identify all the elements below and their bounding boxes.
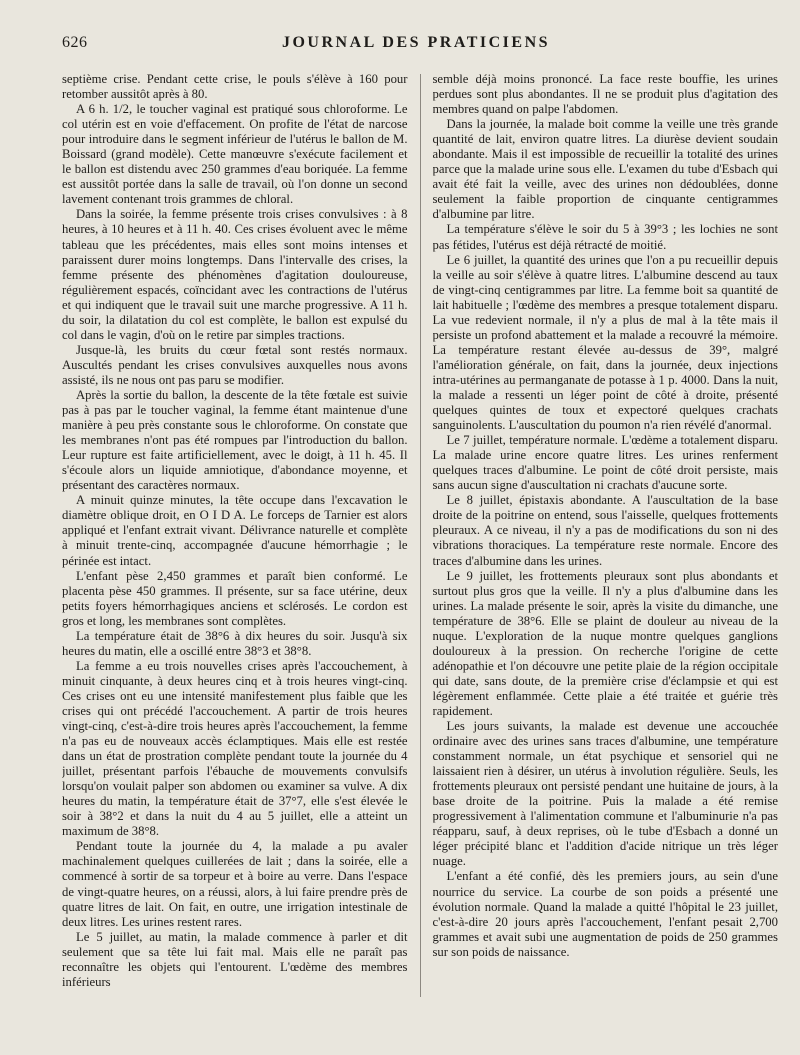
paragraph: Le 5 juillet, au matin, la malade commence à parler et dit seulement que sa tête lui fait mal. Mais elle ne paraît pas reconnaître les objets qui l'entourent. L'œdème des membres inférieurs [62,929,408,989]
paragraph: semble déjà moins prononcé. La face reste bouffie, les urines perdues sont plus abondantes. Il ne se produit plus d'agitation des membres quand on palpe l'abdomen. [432,72,778,117]
paragraph: Les jours suivants, la malade est devenue une accouchée ordinaire avec des urines sans traces d'albumine, une température constamment normale, un état psychique et sensoriel qui ne laissaient rien à désirer, un utérus à involution régulière. Seuls, les frottements pleuraux ont persisté pendant une huitaine de jours, à la base droite de la poitrine. Puis la malade a été remise progressivement à l'alimentation commune et l'albuminurie n'a pas réapparu, sauf, à deux reprises, où le tube d'Esbach a donné un léger précipité blanc et l'addition d'acide nitrique un très léger nuage. [432,719,778,869]
right-column [433,72,779,1037]
left-column [62,72,408,1037]
paragraph: L'enfant a été confié, dès les premiers jours, au sein d'une nourrice du service. La courbe de son poids a présenté une évolution normale. Quand la malade a quitté l'hôpital le 23 juillet, c'est-à-dire 20 jours après l'accouchement, l'enfant pesait 2,700 grammes et avait subi une augmentation de poids de 250 grammes sur son poids de naissance. [432,869,778,959]
paragraph: Jusque-là, les bruits du cœur fœtal sont restés normaux. Auscultés pendant les crises convulsives auxquelles nous avons assisté, ils ne nous ont pas paru se modifier. [62,342,408,387]
paragraph: Dans la journée, la malade boit comme la veille une très grande quantité de lait, environ quatre litres. La diurèse devient soudain abondante. Mais il est impossible de recueillir la totalité des urines parce que la malade urine sous elle. L'examen du tube d'Esbach qui avait été fait la veille, avec des urines non dédoublées, donne seulement la faible proportion de cinquante centigrammes d'albumine par litre. [432,117,778,222]
paragraph: La femme a eu trois nouvelles crises après l'accouchement, à minuit cinquante, à deux heures cinq et à trois heures vingt-cinq. Ces crises ont eu une intensité manifestement plus faible que les crises qui ont précédé l'accouchement. A partir de trois heures vingt-cinq, c'est-à-dire trois heures après l'accouchement, la femme n'a pas eu de nouveaux accès éclamptiques. Mais elle est restée dans un état de prostration complète pendant toute la journée du 4 juillet, présentant parfois l'ébauche de mouvements convulsifs lorsqu'on voulait palper son abdomen ou examiner sa vulve. A dix heures du matin, la température était de 37°7, elle s'est élevée le soir à 38°2 et dans la nuit du 4 au 5 juillet, elle a atteint un maximum de 38°8. [62,658,408,839]
page-header [62,34,770,56]
journal-title: JOURNAL DES PRATICIENS [281,34,551,51]
paragraph: A minuit quinze minutes, la tête occupe dans l'excavation le diamètre oblique droit, en O I D A. Le forceps de Tarnier est alors appliqué et l'enfant extrait vivant. Délivrance naturelle et complète à minuit trente-cinq, accompagnée d'aucune hémorrhagie ; le périnée est intact. [62,493,408,568]
page-number: 626 [62,34,88,51]
paragraph: Le 9 juillet, les frottements pleuraux sont plus abondants et surtout plus gros que la veille. Il n'y a plus d'albumine dans les urines. La malade présente le soir, après la visite du dimanche, une température de 38°6. Elle se plaint de douleur au niveau de la nuque. L'exploration de la nuque montre quelques ganglions douloureux à la pression. On recherche l'origine de cette adénopathie et l'on découvre une petite plaie de la région occipitale qui date, sans doute, de la première crise d'éclampsie et qui est légèrement enflammée. Cette plaie a été traitée et guérie très rapidement. [432,568,778,718]
paragraph: La température s'élève le soir du 5 à 39°3 ; les lochies ne sont pas fétides, l'utérus est déjà rétracté de moitié. [432,222,778,252]
column-divider [420,74,421,997]
paragraph: La température était de 38°6 à dix heures du soir. Jusqu'à six heures du matin, elle a oscillé entre 38°3 et 38°8. [62,628,408,658]
paragraph: L'enfant pèse 2,450 grammes et paraît bien conformé. Le placenta pèse 450 grammes. Il présente, sur sa face utérine, deux petits foyers hémorrhagiques anciens et sclérosés. Le cordon est gros et long, les membranes sont complètes. [62,568,408,628]
paragraph: Le 8 juillet, épistaxis abondante. A l'auscultation de la base droite de la poitrine on entend, sous l'aisselle, quelques frottements pleuraux. A ce niveau, il n'y a pas de modifications du son ni des vibrations thoraciques. La température reste normale. Encore des traces d'albumine dans les urines. [432,493,778,568]
paragraph: Pendant toute la journée du 4, la malade a pu avaler machinalement quelques cuillerées de lait ; dans la soirée, elle a commencé à sortir de sa torpeur et à boire au verre. Dans l'espace de vingt-quatre heures, on a réussi, alors, à lui faire prendre près de quatre litres de lait. On fait, en outre, une irrigation intestinale de deux litres. Les urines restent rares. [62,839,408,929]
paragraph: Le 6 juillet, la quantité des urines que l'on a pu recueillir depuis la veille au soir s'élève à quatre litres. L'albumine descend au taux de vingt-cinq centigrammes par litre. La femme boit sa quantité de lait habituelle ; l'œdème des membres a presque totalement disparu. La vue redevient normale, il n'y a plus de mal à la tête mais il persiste un profond abattement et la malade a recouvré la mémoire. La température restant élevée au-dessus de 39°, malgré l'amélioration générale, on fait, dans la journée, deux injections intra-utérines au permanganate de potasse à 1 p. 4000. Dans la nuit, la malade a ressenti un léger point de côté à droite, présenté quelques quintes de toux et expectoré quelques crachats sanguinolents. L'auscultation du poumon n'a rien révélé d'anormal. [432,252,778,433]
paragraph: A 6 h. 1/2, le toucher vaginal est pratiqué sous chloroforme. Le col utérin est en voie d'effacement. On profite de l'état de narcose pour introduire dans le segment inférieur de l'utérus le ballon de M. Boissard (grand modèle). Cette manœuvre s'exécute facilement et le ballon est distendu avec 250 grammes d'eau boriquée. La femme est aussitôt portée dans la salle de travail, où l'on donne un second lavement contenant trois grammes de chloral. [62,102,408,207]
paragraph: Après la sortie du ballon, la descente de la tête fœtale est suivie pas à pas par le toucher vaginal, la femme étant maintenue d'une manière à peu près constante sous le chloroforme. On constate que les membranes n'ont pas été rompues par l'introduction du ballon. Leur rupture est faite artificiellement, avec le doigt, à 11 h. 45. Il s'écoule alors un liquide amniotique, d'abondance moyenne, et présentant des caractères normaux. [62,387,408,493]
paragraph: Le 7 juillet, température normale. L'œdème a totalement disparu. La malade urine encore quatre litres. Les urines renferment quelques traces d'albumine. Le point de côté droit persiste, mais sans aucun signe d'auscultation ni crachats d'aucune sorte. [432,433,778,493]
paragraph: Dans la soirée, la femme présente trois crises convulsives : à 8 heures, à 10 heures et à 11 h. 40. Ces crises évoluent avec le même tableau que les précédentes, mais elles sont moins intenses et paraissent durer moins longtemps. Dans l'intervalle des crises, la femme présente des phénomènes d'agitation douloureuse, régulièrement espacés, coïncidant avec les contractions de l'utérus et qui indiquent que le travail suit une marche progressive. A 11 h. du soir, la dilatation du col est complète, le ballon est expulsé du col dans le vagin, d'où on le retire par simples tractions. [62,207,408,342]
paragraph: septième crise. Pendant cette crise, le pouls s'élève à 160 pour retomber aussitôt après à 80. [62,72,408,102]
text-columns [62,72,778,1037]
